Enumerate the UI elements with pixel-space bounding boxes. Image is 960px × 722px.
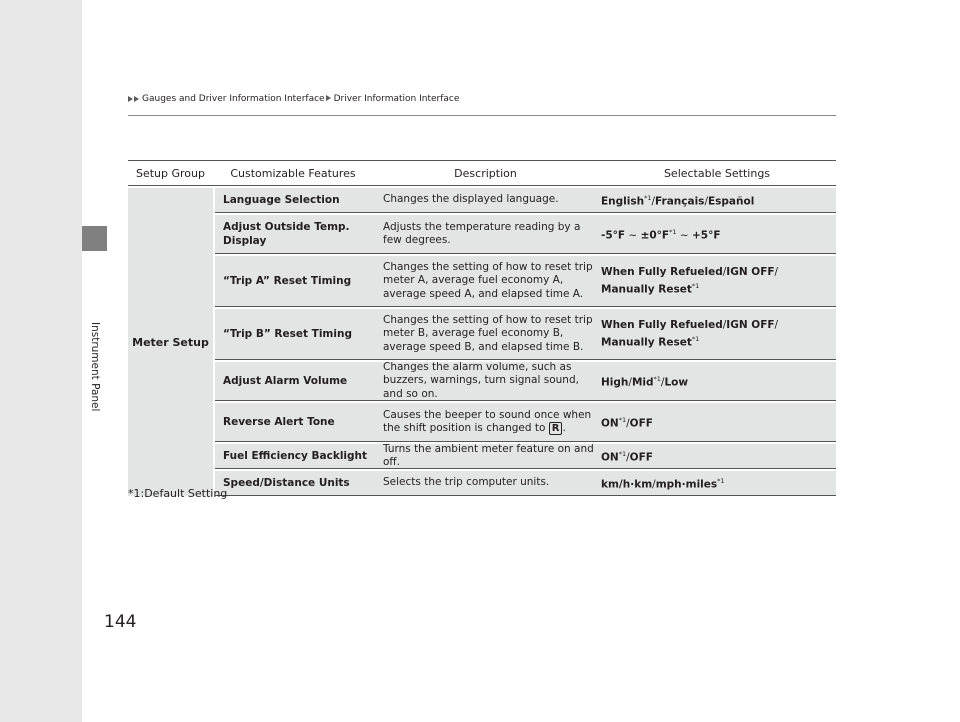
setting-option: When Fully Refueled: [601, 266, 723, 279]
default-marker: *1: [618, 416, 627, 425]
feature-cell: Adjust Alarm Volume: [223, 375, 348, 387]
table-row: [215, 471, 836, 496]
description-cell: Selects the trip computer units.: [383, 476, 550, 489]
default-marker: *1: [644, 194, 652, 203]
table-row: [215, 256, 836, 307]
settings-cell: [601, 474, 836, 492]
separator: ~: [625, 229, 641, 242]
settings-cell: [601, 447, 836, 465]
header-description: Description: [454, 166, 517, 180]
table-rows: [215, 186, 836, 496]
description-cell: [383, 409, 601, 436]
setting-option: ON: [601, 451, 619, 464]
header-features: Customizable Features: [230, 166, 356, 180]
settings-cell: [601, 318, 836, 350]
setting-option: Français: [655, 195, 705, 208]
setting-option: km/h·km: [601, 478, 653, 491]
description-cell: Turns the ambient meter feature on and off.: [383, 442, 594, 468]
feature-cell: Reverse Alert Tone: [223, 416, 335, 428]
setting-option: When Fully Refueled: [601, 319, 723, 332]
separator: /: [704, 195, 708, 208]
chapter-sidebar: [0, 0, 82, 722]
setting-option: -5°F: [601, 229, 626, 242]
description-text: .: [562, 422, 566, 434]
table-header: [128, 160, 836, 186]
default-marker: *1: [669, 228, 677, 237]
setting-option: ON: [601, 417, 619, 430]
breadcrumb-item[interactable]: Driver Information Interface: [333, 94, 460, 104]
separator: /: [628, 376, 632, 389]
setting-option: +5°F: [691, 229, 721, 242]
setting-option: Low: [664, 376, 689, 389]
separator: /: [774, 319, 779, 332]
default-marker: *1: [717, 477, 725, 486]
header-setup-group: Setup Group: [135, 166, 205, 180]
page-number: 144: [104, 612, 137, 632]
table-row: [215, 403, 836, 442]
separator: /: [722, 266, 727, 279]
settings-cell: [601, 413, 836, 431]
breadcrumb-item[interactable]: Gauges and Driver Information Interface: [142, 94, 325, 104]
separator: /: [722, 319, 727, 332]
setting-option: Mid: [631, 376, 654, 389]
description-cell: Changes the alarm volume, such as buzzers, warnings, turn signal sound, and so on.: [383, 360, 579, 400]
header-settings: Selectable Settings: [663, 166, 771, 180]
table-row: [215, 188, 836, 213]
description-text: Causes the beeper to sound once when the shift position is changed to: [383, 408, 592, 434]
description-cell: Changes the setting of how to reset trip meter A, average fuel economy A, average speed A, and elapsed time A.: [383, 260, 593, 300]
feature-cell: “Trip B” Reset Timing: [223, 328, 352, 340]
setting-option: ±0°F: [640, 229, 670, 242]
settings-cell: [601, 265, 836, 297]
feature-cell: Language Selection: [223, 194, 340, 206]
setting-option: Español: [707, 195, 755, 208]
setting-option: English: [601, 195, 645, 208]
feature-cell: “Trip A” Reset Timing: [223, 275, 352, 287]
chapter-tab-marker: [82, 226, 107, 251]
setting-option: mph·miles: [655, 478, 718, 491]
default-marker: *1: [653, 375, 661, 384]
description-cell: Adjusts the temperature reading by a few degrees.: [383, 220, 581, 246]
separator: /: [652, 478, 656, 491]
arrow-icon: [128, 96, 133, 102]
setting-option: High: [601, 376, 629, 389]
settings-cell: [601, 225, 836, 243]
feature-cell: Speed/Distance Units: [223, 477, 350, 489]
setting-option: OFF: [629, 417, 653, 430]
setting-option: IGN OFF: [726, 266, 775, 279]
reverse-gear-icon: R: [549, 422, 563, 435]
table-row: [215, 362, 836, 401]
separator: /: [651, 195, 656, 208]
table-row: [215, 309, 836, 360]
footnote: *1:Default Setting: [128, 487, 228, 500]
separator: /: [626, 417, 630, 430]
separator: /: [626, 451, 630, 464]
arrow-icon: [134, 96, 139, 102]
setup-group-cell: Meter Setup: [128, 188, 213, 496]
header-rule: [128, 115, 836, 116]
default-marker: *1: [691, 335, 700, 344]
default-marker: *1: [691, 282, 700, 291]
settings-table: [128, 160, 836, 496]
arrow-icon: [326, 95, 331, 101]
setting-option: OFF: [629, 451, 653, 464]
separator: ~: [676, 229, 692, 242]
feature-cell: Adjust Outside Temp. Display: [223, 221, 350, 247]
setting-option: Manually Reset: [601, 283, 692, 296]
default-marker: *1: [618, 450, 627, 459]
separator: /: [660, 376, 665, 389]
setting-option: IGN OFF: [726, 319, 775, 332]
description-cell: Changes the displayed language.: [383, 193, 559, 206]
breadcrumb: [128, 94, 459, 104]
table-row: [215, 215, 836, 254]
separator: /: [774, 266, 779, 279]
settings-cell: [601, 372, 836, 390]
chapter-label-text: Instrument Panel: [89, 322, 101, 412]
description-cell: Changes the setting of how to reset trip meter B, average fuel economy B, average speed B, and elapsed time B.: [383, 313, 593, 353]
setting-option: Manually Reset: [601, 336, 692, 349]
table-body: [128, 186, 836, 496]
feature-cell: Fuel Efficiency Backlight: [223, 450, 368, 462]
table-row: [215, 444, 836, 469]
settings-cell: [601, 191, 836, 209]
